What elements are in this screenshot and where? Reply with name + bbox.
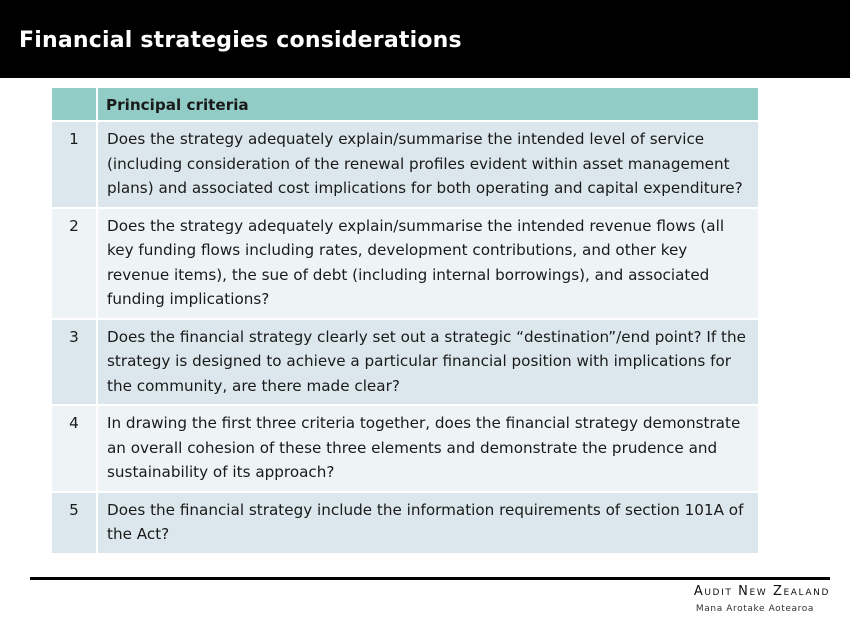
footer-divider bbox=[30, 577, 830, 580]
header-criteria-cell: Principal criteria bbox=[97, 87, 759, 121]
row-number: 2 bbox=[51, 208, 97, 319]
row-criteria-text: Does the strategy adequately explain/summarise the intended revenue flows (all key funding flows including rates, development contributions, and other key revenue items), the sue of debt (including internal borrowings), and associated funding implications? bbox=[97, 208, 759, 319]
table-row bbox=[51, 208, 759, 319]
row-number: 5 bbox=[51, 492, 97, 554]
row-criteria-text: Does the financial strategy include the information requirements of section 101A of the Act? bbox=[97, 492, 759, 554]
row-criteria-text: Does the strategy adequately explain/summarise the intended level of service (including consideration of the renewal profiles evident within asset management plans) and associated cost implications for both operating and capital expenditure? bbox=[97, 121, 759, 208]
table-row bbox=[51, 405, 759, 492]
row-number: 3 bbox=[51, 319, 97, 406]
header-number-cell bbox=[51, 87, 97, 121]
page-title: Financial strategies considerations bbox=[19, 28, 462, 53]
brand-name: Audit New Zealand bbox=[693, 584, 830, 599]
row-number: 4 bbox=[51, 405, 97, 492]
row-criteria-text: In drawing the first three criteria together, does the financial strategy demonstrate an overall cohesion of these three elements and demonstrate the prudence and sustainability of its approach? bbox=[97, 405, 759, 492]
criteria-table bbox=[50, 86, 760, 555]
title-bar bbox=[0, 0, 850, 78]
row-number: 1 bbox=[51, 121, 97, 208]
table-row bbox=[51, 492, 759, 554]
table-row bbox=[51, 319, 759, 406]
brand-tagline: Mana Arotake Aotearoa bbox=[695, 604, 814, 614]
table-header-row bbox=[51, 87, 759, 121]
row-criteria-text: Does the financial strategy clearly set out a strategic “destination”/end point? If the strategy is designed to achieve a particular financial position with implications for the community, are there made clear? bbox=[97, 319, 759, 406]
brand-logo bbox=[694, 584, 830, 614]
table-row bbox=[51, 121, 759, 208]
